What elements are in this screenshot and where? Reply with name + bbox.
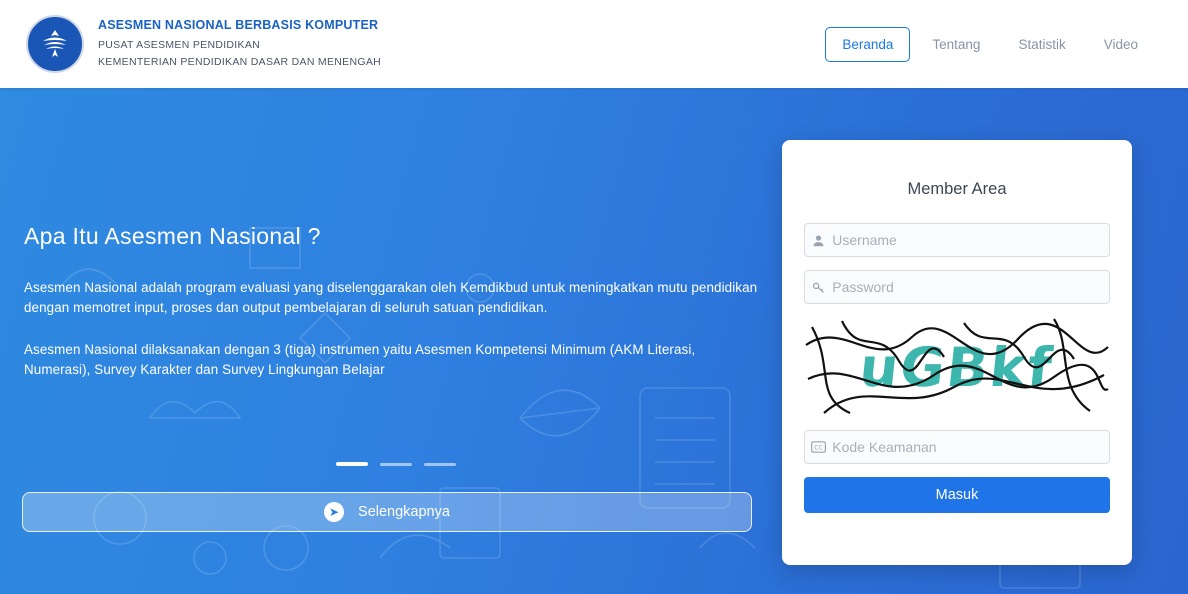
hero-section bbox=[0, 88, 1188, 594]
captcha-image bbox=[804, 317, 1110, 417]
carousel-dot-1[interactable] bbox=[336, 462, 368, 466]
selengkapnya-label: Selengkapnya bbox=[358, 504, 450, 520]
selengkapnya-button[interactable] bbox=[22, 492, 752, 532]
username-input[interactable] bbox=[832, 232, 1109, 248]
username-field[interactable] bbox=[804, 223, 1110, 257]
brand-text bbox=[98, 17, 381, 71]
hero-paragraph-1: Asesmen Nasional adalah program evaluasi yang diselenggarakan oleh Kemdikbud untuk meningkatkan mutu pendidikan dengan memotret input, proses dan output pembelajaran di seluruh satuan pendidikan. bbox=[24, 280, 758, 315]
main-nav bbox=[825, 27, 1188, 62]
captcha-text: uGBkf bbox=[857, 335, 1057, 399]
carousel-dot-3[interactable] bbox=[424, 463, 456, 466]
captcha-code-icon bbox=[805, 441, 832, 453]
login-title: Member Area bbox=[907, 180, 1007, 198]
site-header bbox=[0, 0, 1188, 88]
nav-item-statistik[interactable]: Statistik bbox=[1018, 36, 1066, 52]
brand-title: ASESMEN NASIONAL BERBASIS KOMPUTER bbox=[98, 18, 379, 32]
password-input[interactable] bbox=[832, 279, 1109, 295]
carousel-indicators bbox=[336, 462, 456, 466]
hero-paragraph-2: Asesmen Nasional dilaksanakan dengan 3 (tiga) instrumen yaitu Asesmen Kompetensi Minimum (AKM Literasi, Numerasi), Survey Karakter dan Survey Lingkungan Belajar bbox=[24, 342, 696, 377]
login-card bbox=[782, 140, 1132, 565]
security-code-input[interactable] bbox=[832, 439, 1109, 455]
security-code-field[interactable] bbox=[804, 430, 1110, 464]
arrow-right-circle-icon: ➤ bbox=[324, 502, 344, 522]
brand-subtitle-2: KEMENTERIAN PENDIDIKAN DASAR DAN MENENGAH bbox=[98, 56, 382, 68]
carousel-dot-2[interactable] bbox=[380, 463, 412, 466]
brand bbox=[0, 15, 381, 73]
masuk-button[interactable]: Masuk bbox=[804, 477, 1110, 513]
svg-text:CC: CC bbox=[814, 445, 823, 452]
brand-subtitle-1: PUSAT ASESMEN PENDIDIKAN bbox=[98, 39, 261, 51]
key-icon bbox=[805, 281, 832, 294]
user-icon bbox=[805, 234, 832, 247]
hero-copy bbox=[24, 223, 764, 402]
hero-title: Apa Itu Asesmen Nasional ? bbox=[24, 223, 321, 249]
password-field[interactable] bbox=[804, 270, 1110, 304]
nav-item-beranda[interactable]: Beranda bbox=[825, 27, 910, 62]
nav-item-tentang[interactable]: Tentang bbox=[932, 36, 981, 52]
nav-item-video[interactable]: Video bbox=[1103, 36, 1138, 52]
garuda-tut-wuri-handayani-logo bbox=[26, 15, 84, 73]
